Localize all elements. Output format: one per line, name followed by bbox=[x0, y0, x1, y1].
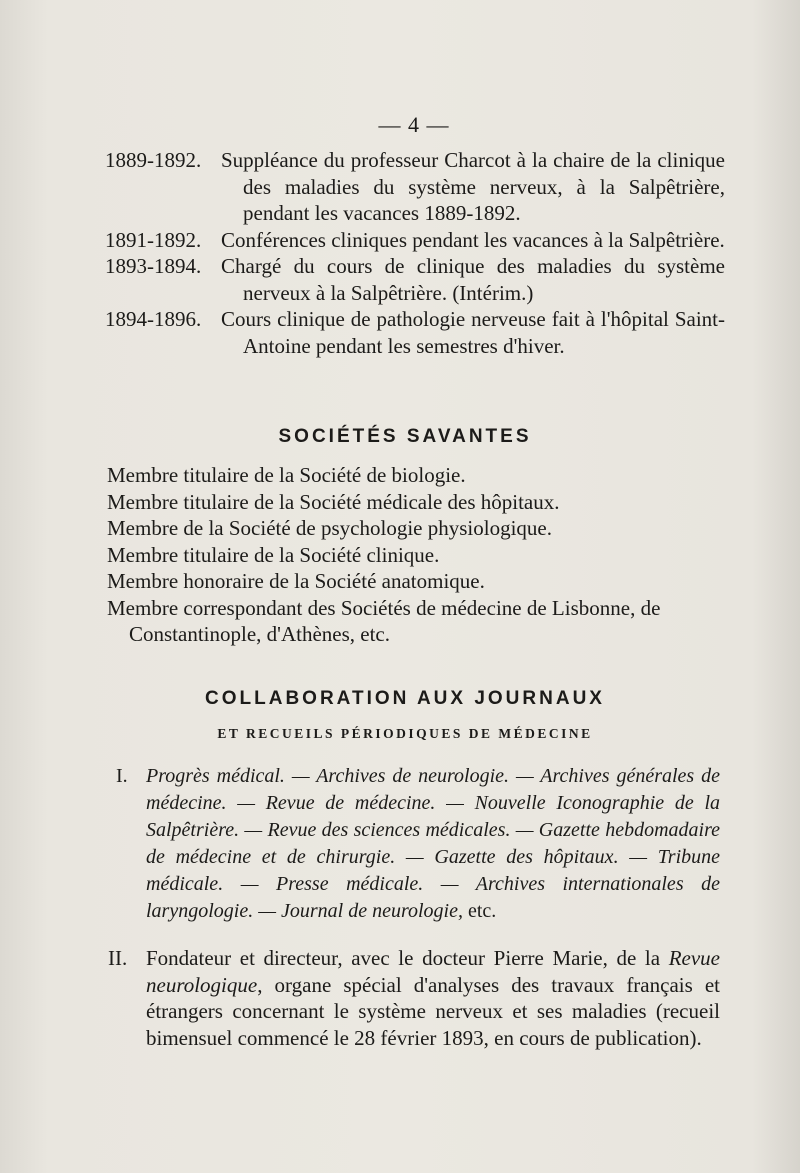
appointment-text: Cours clinique de pathologie nerveuse fait à l'hôpital Saint-Antoine pendant les semestres d'hiver. bbox=[221, 307, 725, 358]
journal-item-number: I. bbox=[116, 765, 128, 787]
appointment-years: 1889-1892. bbox=[105, 148, 202, 172]
journal-titles: Progrès médical. — Archives de neurologie. — Archives générales de médecine. — Revue de médecine. — Nouvelle Iconographie de la Salpêtrière. — Revue des sciences médicales. — Gazette hebdomadaire de médecine et de chirurgie. — Gazette des hôpitaux. — Tribune médicale. — Presse médicale. — Archives internationales de laryngologie. — Journal de neurologie, bbox=[146, 765, 720, 922]
journal-item-text bbox=[146, 763, 720, 925]
society-item: Membre titulaire de la Société clinique. bbox=[107, 542, 440, 567]
item2-text-post: , organe spécial d'analyses des travaux français et étrangers concernant le système nerveux et ses maladies (recueil bimensuel commencé le 28 février 1893, en cours de publication). bbox=[146, 972, 720, 1050]
journals-list bbox=[108, 763, 720, 1051]
society-item: Membre correspondant des Sociétés de médecine de Lisbonne, de bbox=[107, 595, 661, 620]
appointment-entry bbox=[105, 147, 725, 227]
society-item: Membre titulaire de la Société médicale des hôpitaux. bbox=[107, 489, 560, 514]
appointment-years: 1893-1894. bbox=[105, 254, 202, 278]
appointment-entry bbox=[105, 227, 725, 254]
appointment-years: 1891-1892. bbox=[105, 227, 202, 252]
journal-item-number: II. bbox=[108, 946, 128, 970]
collaboration-subheading: ET RECUEILS PÉRIODIQUES DE MÉDECINE bbox=[217, 726, 593, 741]
appointment-text: Suppléance du professeur Charcot à la chaire de la clinique des maladies du système nerveux, à la Salpêtrière, pendant les vacances 1889-1892. bbox=[221, 148, 725, 225]
appointment-years: 1894-1896. bbox=[105, 307, 202, 331]
collaboration-heading: COLLABORATION AUX JOURNAUX bbox=[205, 688, 605, 709]
appointments-list bbox=[105, 147, 725, 359]
journal-item-text bbox=[146, 945, 720, 1051]
appointment-text: Chargé du cours de clinique des maladies du système nerveux à la Salpêtrière. (Intérim.) bbox=[221, 254, 725, 305]
journal-item bbox=[108, 945, 720, 1051]
society-item: Membre de la Société de psychologie physiologique. bbox=[107, 516, 552, 540]
item2-text-pre: Fondateur et directeur, avec le docteur Pierre Marie, de la bbox=[146, 946, 669, 970]
society-item: Constantinople, d'Athènes, etc. bbox=[129, 622, 390, 646]
page-number: — 4 — bbox=[378, 112, 450, 137]
appointment-entry bbox=[105, 306, 725, 359]
society-item: Membre honoraire de la Société anatomique. bbox=[107, 569, 485, 593]
societies-list bbox=[107, 462, 719, 648]
journal-etc: etc. bbox=[463, 900, 497, 922]
societies-heading: SOCIÉTÉS SAVANTES bbox=[278, 426, 532, 447]
journal-item bbox=[116, 763, 720, 925]
appointment-entry bbox=[105, 253, 725, 306]
appointment-text: Conférences cliniques pendant les vacances à la Salpêtrière. bbox=[221, 227, 725, 252]
revue-neurologique-title: Revue neurologique bbox=[146, 946, 720, 997]
society-item: Membre titulaire de la Société de biologie. bbox=[107, 463, 466, 487]
